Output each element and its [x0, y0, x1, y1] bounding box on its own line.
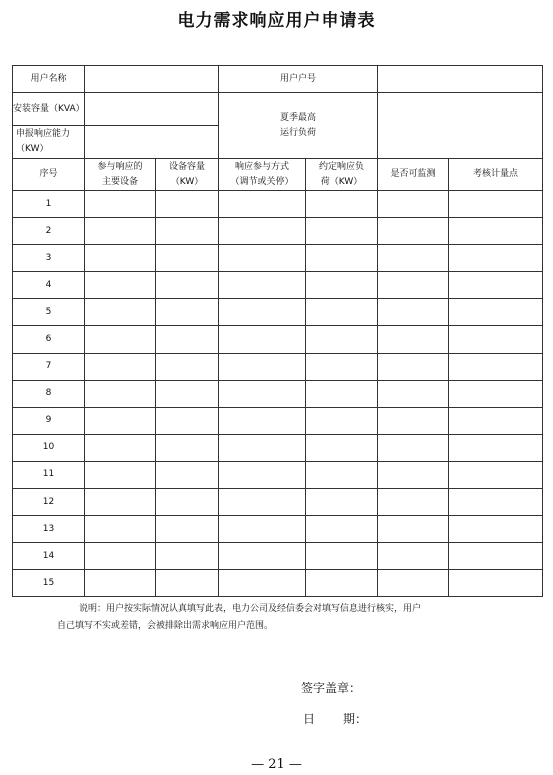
mode-cell[interactable] [219, 516, 306, 543]
column-header-row [13, 159, 543, 191]
device-cell[interactable] [85, 218, 156, 245]
device-cell[interactable] [85, 407, 156, 434]
row-number: 12 [13, 489, 85, 516]
monitor-cell[interactable] [378, 407, 449, 434]
user-name-field[interactable] [85, 66, 219, 93]
table-row [13, 516, 543, 543]
capacity-field[interactable] [85, 93, 219, 126]
row-number: 14 [13, 543, 85, 570]
device-cell[interactable] [85, 516, 156, 543]
table-row [13, 353, 543, 380]
row-number: 7 [13, 353, 85, 380]
meter-cell[interactable] [449, 353, 543, 380]
summer-peak-field[interactable] [378, 93, 543, 159]
meter-cell[interactable] [449, 543, 543, 570]
load-cell[interactable] [306, 299, 378, 326]
meter-cell[interactable] [449, 326, 543, 353]
row-number: 13 [13, 516, 85, 543]
device-cell[interactable] [85, 326, 156, 353]
note-line2: 自己填写不实或差错，会被排除出需求响应用户范围。 [57, 621, 274, 631]
table-row [13, 218, 543, 245]
meter-cell[interactable] [449, 218, 543, 245]
monitor-cell[interactable] [378, 489, 449, 516]
page-number: — 21 — [251, 757, 302, 772]
mode-cell[interactable] [219, 299, 306, 326]
load-cell[interactable] [306, 191, 378, 218]
declared-capacity-field[interactable] [85, 126, 219, 159]
load-cell[interactable] [306, 326, 378, 353]
mode-header-line2: （调节或关停） [230, 176, 294, 187]
note [57, 601, 527, 635]
monitor-cell[interactable] [378, 516, 449, 543]
user-name-label: 用户名称 [13, 66, 85, 93]
device-cell[interactable] [85, 570, 156, 597]
load-cell[interactable] [306, 245, 378, 272]
table-row [13, 380, 543, 407]
table-row [13, 299, 543, 326]
page-title: 电力需求响应用户申请表 [177, 11, 376, 31]
capacity-header [156, 159, 219, 191]
mode-header-line1: 响应参与方式 [234, 161, 289, 172]
capacity-label: 安装容量（KVA） [13, 93, 85, 126]
table-row [13, 434, 543, 461]
user-account-label: 用户户号 [219, 66, 378, 93]
monitor-cell[interactable] [378, 218, 449, 245]
capacity-cell[interactable] [156, 191, 219, 218]
device-cell[interactable] [85, 299, 156, 326]
mode-cell[interactable] [219, 570, 306, 597]
row-number: 6 [13, 326, 85, 353]
date-label [303, 710, 367, 727]
meter-header: 考核计量点 [449, 159, 543, 191]
load-cell[interactable] [306, 218, 378, 245]
meter-cell[interactable] [449, 516, 543, 543]
row-number: 15 [13, 570, 85, 597]
device-cell[interactable] [85, 245, 156, 272]
table-row [13, 407, 543, 434]
load-cell[interactable] [306, 353, 378, 380]
device-cell[interactable] [85, 434, 156, 461]
device-cell[interactable] [85, 380, 156, 407]
load-header [306, 159, 378, 191]
device-header-line1: 参与响应的 [97, 161, 143, 172]
mode-cell[interactable] [219, 543, 306, 570]
mode-cell[interactable] [219, 434, 306, 461]
table-row [13, 489, 543, 516]
row-number: 10 [13, 434, 85, 461]
row-number: 1 [13, 191, 85, 218]
capacity-cell[interactable] [156, 272, 219, 299]
mode-cell[interactable] [219, 272, 306, 299]
meter-cell[interactable] [449, 245, 543, 272]
monitor-cell[interactable] [378, 191, 449, 218]
meter-cell[interactable] [449, 461, 543, 488]
capacity-cell[interactable] [156, 570, 219, 597]
mode-cell[interactable] [219, 407, 306, 434]
date-label-part2: 期： [343, 712, 368, 726]
mode-cell[interactable] [219, 218, 306, 245]
load-cell[interactable] [306, 407, 378, 434]
load-header-line2: 荷（KW） [320, 176, 363, 187]
capacity-row [13, 93, 543, 126]
load-cell[interactable] [306, 434, 378, 461]
row-number: 2 [13, 218, 85, 245]
seq-header: 序号 [13, 159, 85, 191]
capacity-cell[interactable] [156, 461, 219, 488]
device-header [85, 159, 156, 191]
device-cell[interactable] [85, 191, 156, 218]
load-cell[interactable] [306, 380, 378, 407]
monitor-cell[interactable] [378, 326, 449, 353]
mode-cell[interactable] [219, 380, 306, 407]
capacity-cell[interactable] [156, 489, 219, 516]
capacity-cell[interactable] [156, 543, 219, 570]
capacity-cell[interactable] [156, 218, 219, 245]
capacity-cell[interactable] [156, 353, 219, 380]
meter-cell[interactable] [449, 407, 543, 434]
mode-cell[interactable] [219, 461, 306, 488]
application-form-table [12, 65, 543, 597]
meter-cell[interactable] [449, 489, 543, 516]
load-cell[interactable] [306, 272, 378, 299]
monitor-cell[interactable] [378, 570, 449, 597]
summer-peak-label-line2: 运行负荷 [280, 127, 317, 138]
table-row [13, 245, 543, 272]
device-header-line2: 主要设备 [101, 176, 138, 187]
load-cell[interactable] [306, 461, 378, 488]
table-row [13, 570, 543, 597]
mode-cell[interactable] [219, 191, 306, 218]
row-number: 4 [13, 272, 85, 299]
summer-peak-label-line1: 夏季最高 [280, 112, 317, 123]
device-cell[interactable] [85, 489, 156, 516]
device-cell[interactable] [85, 543, 156, 570]
mode-cell[interactable] [219, 353, 306, 380]
mode-cell[interactable] [219, 489, 306, 516]
capacity-cell[interactable] [156, 245, 219, 272]
row-number: 11 [13, 461, 85, 488]
table-row [13, 326, 543, 353]
table-row [13, 461, 543, 488]
monitor-cell[interactable] [378, 299, 449, 326]
monitor-cell[interactable] [378, 461, 449, 488]
meter-cell[interactable] [449, 570, 543, 597]
device-cell[interactable] [85, 353, 156, 380]
note-line1: 说明：用户按实际情况认真填写此表，电力公司及经信委会对填写信息进行核实，用户 [79, 604, 422, 614]
device-cell[interactable] [85, 272, 156, 299]
capacity-cell[interactable] [156, 434, 219, 461]
row-number: 9 [13, 407, 85, 434]
summer-peak-label [219, 93, 378, 159]
table-row [13, 543, 543, 570]
load-cell[interactable] [306, 570, 378, 597]
monitor-cell[interactable] [378, 272, 449, 299]
monitor-header: 是否可监测 [378, 159, 449, 191]
capacity-cell[interactable] [156, 299, 219, 326]
monitor-cell[interactable] [378, 543, 449, 570]
meter-cell[interactable] [449, 299, 543, 326]
row-number: 3 [13, 245, 85, 272]
capacity-header-line1: 设备容量 [168, 161, 205, 172]
mode-header [219, 159, 306, 191]
device-cell[interactable] [85, 461, 156, 488]
capacity-cell[interactable] [156, 407, 219, 434]
signature-label: 签字盖章： [301, 681, 362, 695]
monitor-cell[interactable] [378, 245, 449, 272]
meter-cell[interactable] [449, 191, 543, 218]
table-row [13, 272, 543, 299]
monitor-cell[interactable] [378, 380, 449, 407]
load-cell[interactable] [306, 516, 378, 543]
capacity-cell[interactable] [156, 326, 219, 353]
user-account-field[interactable] [378, 66, 543, 93]
load-cell[interactable] [306, 489, 378, 516]
meter-cell[interactable] [449, 434, 543, 461]
date-label-part1: 日 [303, 712, 316, 726]
row-number: 5 [13, 299, 85, 326]
table-row [13, 191, 543, 218]
monitor-cell[interactable] [378, 434, 449, 461]
monitor-cell[interactable] [378, 353, 449, 380]
capacity-cell[interactable] [156, 380, 219, 407]
meter-cell[interactable] [449, 380, 543, 407]
mode-cell[interactable] [219, 245, 306, 272]
user-name-row [13, 66, 543, 93]
capacity-cell[interactable] [156, 516, 219, 543]
mode-cell[interactable] [219, 326, 306, 353]
capacity-header-line2: （KW） [170, 176, 204, 187]
declared-capacity-label: 申报响应能力（KW） [13, 126, 85, 159]
meter-cell[interactable] [449, 272, 543, 299]
load-header-line1: 约定响应负 [319, 161, 365, 172]
row-number: 8 [13, 380, 85, 407]
load-cell[interactable] [306, 543, 378, 570]
